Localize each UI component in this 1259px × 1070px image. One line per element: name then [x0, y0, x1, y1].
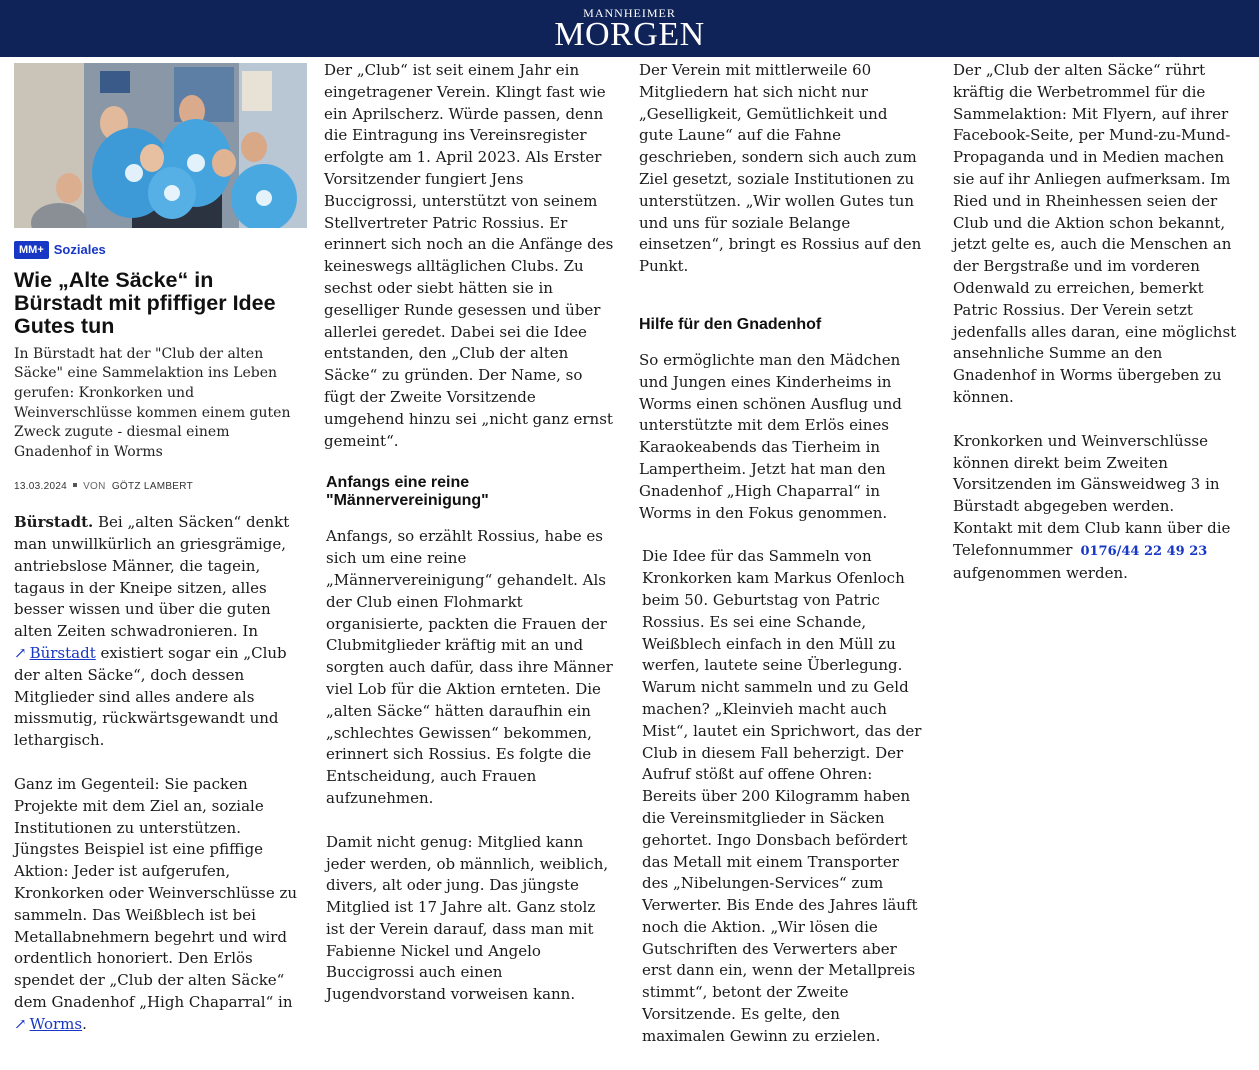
- paragraph-2: [14, 774, 307, 1036]
- paragraph-3: Der „Club“ ist seit einem Jahr ein eingetragener Verein. Klingt fast wie ein Aprilscherz. Würde passen, denn die Eintragung ins Vereinsregister erfolgte am 1. April 2023. Als Erster Vorsitzender fungiert Jens Buccigrossi, unterstützt von seinem Stellvertreter Patric Rossius. Er erinnert sich noch an die Anfänge des keineswegs alltäglichen Clubs. Zu sechst oder siebt hätten sie in geselliger Runde gesessen und über allerlei geredet. Dabei sei die Idee entstanden, den „Club der alten Säcke“ zu gründen. Der Name, so fügt der Zweite Vorsitzende umgehend hinzu sei „nicht ganz ernst gemeint“.: [324, 61, 614, 450]
- paragraph-7: So ermöglichte man den Mädchen und Jungen eines Kinderheims in Worms einen schönen Ausflug und unterstützte mit dem Erlös eines Karaokeabends das Tierheim in Lampertheim. Jetzt hat man den Gnadenhof „High Chaparral“ in Worms in den Fokus genommen.: [639, 350, 902, 522]
- category-link[interactable]: Soziales: [53, 242, 106, 257]
- article-headline: Wie „Alte Säcke“ in Bürstadt mit pfiffiger Idee Gutes tun: [14, 267, 276, 338]
- masthead-top: MANNHEIMER: [583, 6, 676, 20]
- worms-link[interactable]: Worms: [29, 1014, 83, 1033]
- article-meta: [14, 476, 307, 498]
- masthead[interactable]: [0, 0, 1259, 57]
- article-tags: [14, 239, 307, 261]
- article-photo: [14, 63, 307, 228]
- byline-prefix: VON: [83, 481, 106, 493]
- column-3: [639, 60, 924, 1070]
- column-1: [14, 60, 307, 1057]
- subheading-gnadenhof: Hilfe für den Gnadenhof: [639, 315, 822, 333]
- paragraph-9: Der „Club der alten Säcke“ rührt kräftig die Werbetrommel für die Sammelaktion: Mit Flyern, auf ihrer Facebook-Seite, per Mund-zu-Mund-Propaganda und in Medien machen sie auf ihr Anliegen aufmerksam. Im Ried und in Rheinhessen seien der Club und die Aktion schon bekannt, jetzt gelte es, auch die Menschen an der Bergstraße und im vorderen Odenwald zu erreichen, bemerkt Patric Rossius. Der Verein setzt jedenfalls alles daran, eine möglichst ansehnliche Summe an den Gnadenhof in Worms übergeben zu können.: [953, 61, 1237, 406]
- paragraph-1: [14, 512, 307, 752]
- paragraph-10-text-b: aufgenommen werden.: [953, 563, 1128, 582]
- subheading-maennervereinigung: Anfangs eine reine "Männervereinigung": [326, 474, 489, 510]
- mm-plus-badge: MM+: [14, 241, 49, 259]
- phone-number-link[interactable]: 0176/44 22 49 23: [1080, 543, 1208, 559]
- paragraph-1-text-b: existiert sogar ein „Club der alten Säcke“, doch dessen Mitglieder sind alles andere als missmutig, rückwärtsgewandt und lethargisch.: [14, 643, 287, 750]
- paragraph-10-text-a: Kronkorken und Weinverschlüsse können direkt beim Zweiten Vorsitzenden im Gänsweidweg 3 in Bürstadt abgegeben werden. Kontakt mit dem Club kann über die Telefonnummer: [953, 431, 1231, 559]
- column-4: [953, 60, 1238, 606]
- article-teaser: In Bürstadt hat der "Club der alten Säcke" eine Sammelaktion ins Leben gerufen: Kronkorken und Weinverschlüsse kommen einem guten Zweck zugute - diesmal einem Gnadenhof in Worms: [14, 345, 291, 460]
- publish-date: 13.03.2024: [14, 481, 68, 493]
- paragraph-5: Damit nicht genug: Mitglied kann jeder werden, ob männlich, weiblich, divers, alt oder jung. Das jüngste Mitglied ist 17 Jahre alt. Ganz stolz ist der Verein darauf, dass man mit Fabienne Nickel und Angelo Buccigrossi auch einen Jugendvorstand vorweisen kann.: [326, 832, 609, 1004]
- paragraph-2-text-a: Ganz im Gegenteil: Sie packen Projekte mit dem Ziel an, soziale Institutionen zu unterstützen. Jüngstes Beispiel ist eine pfiffige Aktion: Jeder ist aufgerufen, Kronkorken oder Weinverschlüsse zu sammeln. Das Weißblech ist bei Metallabnehmern begehrt und wird ordentlich honoriert. Den Erlös spendet der „Club der alten Säcke“ dem Gnadenhof „High Chaparral“ in: [14, 774, 298, 1011]
- paragraph-10: [953, 431, 1238, 585]
- paragraph-1-text-a: Bei „alten Säcken“ denkt man unwillkürlich an griesgrämige, antriebslose Männer, die tagein, tagaus in der Kneipe sitzen, alles besser wissen und über die guten alten Zeiten schwadronieren. In: [14, 513, 290, 641]
- paragraph-6: Der Verein mit mittlerweile 60 Mitgliedern hat sich nicht nur „Geselligkeit, Gemütlichkeit und gute Laune“ auf die Fahne geschrieben, sondern sich auch zum Ziel gesetzt, soziale Institutionen zu unterstützen. „Wir wollen Gutes tun und uns für soziale Belange einsetzen“, bringt es Rossius auf den Punkt.: [639, 61, 922, 276]
- dateline: Bürstadt.: [14, 513, 94, 532]
- paragraph-4: Anfangs, so erzählt Rossius, habe es sich um eine reine „Männervereinigung“ gehandelt. Als der Club einen Flohmarkt organisierte, packten die Frauen der Clubmitglieder kräftig mit an und sorgten auch dafür, dass ihre Männer viel Lob für die Aktion ernteten. Die „alten Säcke“ hätten daraufhin ein „schlechtes Gewissen“ bekommen, erinnert sich Rossius. Es folgte die Entscheidung, auch Frauen aufzunehmen.: [326, 527, 613, 807]
- external-link-icon: ↗: [14, 1014, 27, 1033]
- masthead-logo: MORGEN: [554, 16, 705, 53]
- separator-dot: [73, 483, 77, 487]
- column-2: [324, 60, 616, 1028]
- paragraph-2-text-b: .: [82, 1014, 87, 1033]
- author-name[interactable]: GÖTZ LAMBERT: [111, 481, 194, 493]
- paragraph-8: Die Idee für das Sammeln von Kronkorken kam Markus Ofenloch beim 50. Geburtstag von Patric Rossius. Es sei eine Schande, Weißblech einfach in den Müll zu werfen, lautete seine Überlegung. Warum nicht sammeln und zu Geld machen? „Kleinvieh macht auch Mist“, lautet ein Sprichwort, das der Club in diesem Fall beherzigt. Der Aufruf stößt auf offene Ohren: Bereits über 200 Kilogramm haben die Vereinsmitglieder in Säcken gehortet. Ingo Donsbach befördert das Metall mit einem Transporter des „Nibelungen-Services“ zum Verwerter. Bis Ende des Jahres läuft noch die Aktion. „Wir lösen die Gutschriften des Verwerters aber erst dann ein, wenn der Metallpreis stimmt“, betont der Zweite Vorsitzende. Es gelte, den maximalen Gewinn zu erzielen.: [642, 547, 922, 1045]
- group-photo-image: [14, 63, 307, 228]
- external-link-icon: ↗: [14, 643, 27, 662]
- buerstadt-link[interactable]: Bürstadt: [29, 643, 96, 662]
